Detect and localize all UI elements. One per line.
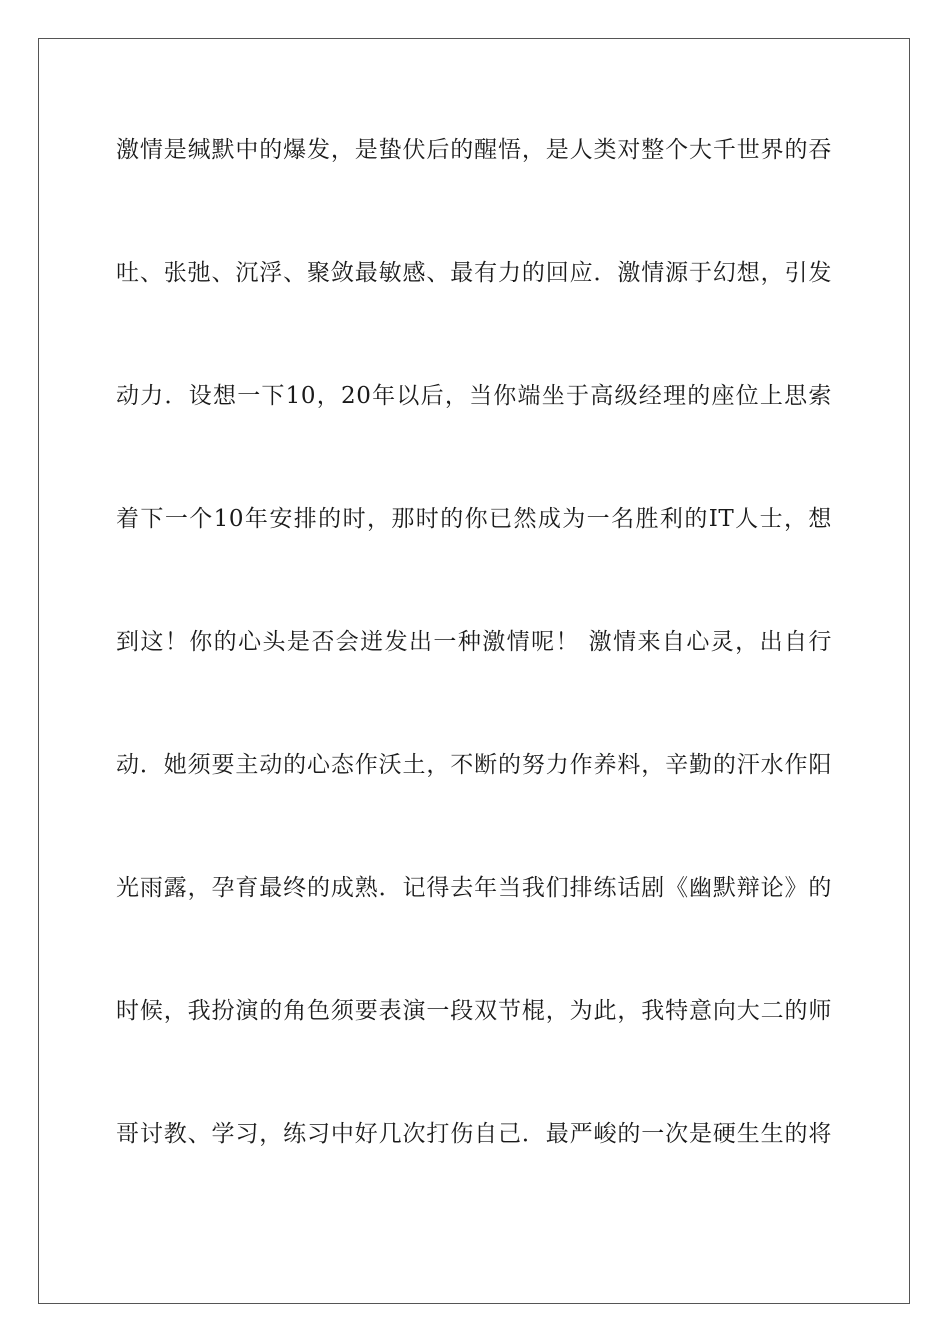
- document-body: [116, 130, 832, 1237]
- text-line-4: 着下一个10年安排的时，那时的你已然成为一名胜利的IT人士，想: [116, 506, 832, 532]
- text-line-8: 时候，我扮演的角色须要表演一段双节棍，为此，我特意向大二的师: [116, 998, 832, 1024]
- text-line-7: 光雨露，孕育最终的成熟．记得去年当我们排练话剧《幽默辩论》的: [116, 875, 832, 901]
- text-line-9: 哥讨教、学习，练习中好几次打伤自己．最严峻的一次是硬生生的将: [116, 1121, 832, 1147]
- text-line-5: 到这！你的心头是否会迸发出一种激情呢！ 激情来自心灵，出自行: [116, 629, 832, 655]
- text-line-3: 动力．设想一下10，20年以后，当你端坐于高级经理的座位上思索: [116, 383, 832, 409]
- text-line-2: 吐、张弛、沉浮、聚敛最敏感、最有力的回应．激情源于幻想，引发: [116, 260, 832, 286]
- text-line-6: 动．她须要主动的心态作沃土，不断的努力作养料，辛勤的汗水作阳: [116, 752, 832, 778]
- text-line-1: 激情是缄默中的爆发，是蛰伏后的醒悟，是人类对整个大千世界的吞: [116, 137, 832, 163]
